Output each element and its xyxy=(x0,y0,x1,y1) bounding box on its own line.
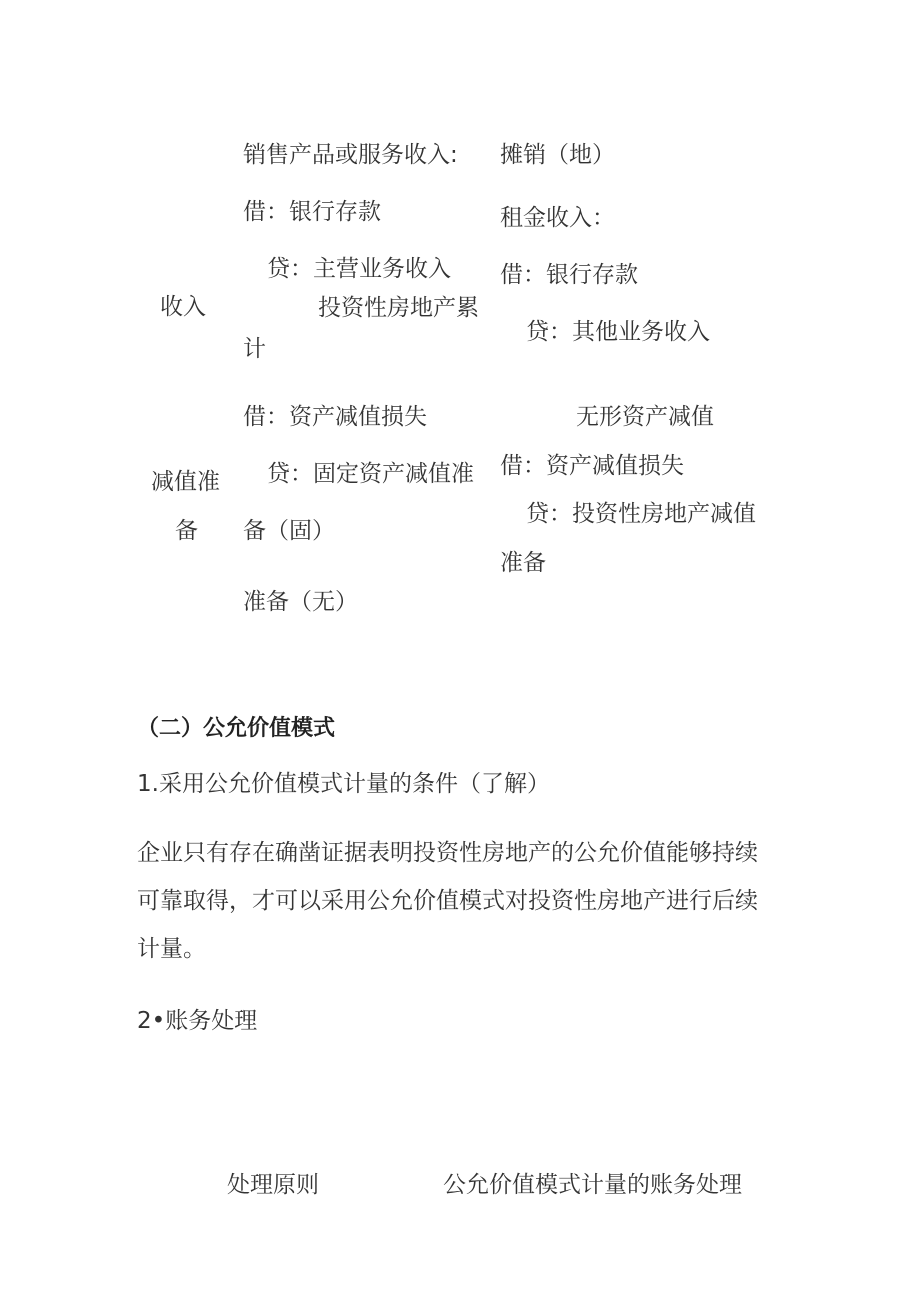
row2-right-line2: 借：资产减值损失 xyxy=(500,453,684,479)
section-heading: （二）公允价值模式 xyxy=(137,716,336,741)
row1-label: 收入 xyxy=(160,294,206,320)
table2-header-principle: 处理原则 xyxy=(227,1172,319,1198)
row1-left-line4: 投资性房地产累 xyxy=(318,295,479,321)
row2-right-line4: 准备 xyxy=(500,550,546,576)
row2-right-line3: 贷：投资性房地产减值 xyxy=(526,501,756,527)
row2-left-line4: 准备（无） xyxy=(243,589,358,615)
row2-label-line2: 备 xyxy=(175,518,198,544)
row1-right-line2: 租金收入： xyxy=(500,205,615,231)
item1-paragraph: 企业只有存在确凿证据表明投资性房地产的公允价值能够持续可靠取得，才可以采用公允价值模式对投资性房地产进行后续计量。 xyxy=(137,840,758,962)
row2-left-line1: 借：资产减值损失 xyxy=(243,404,427,430)
item2-title: 2•账务处理 xyxy=(137,1008,258,1034)
row1-left-line2: 借：银行存款 xyxy=(243,199,381,225)
row1-right-line4: 贷：其他业务收入 xyxy=(526,319,710,345)
row1-left-line1: 销售产品或服务收入: xyxy=(243,142,458,168)
row2-label-line1: 减值准 xyxy=(151,469,220,495)
row2-right-line1: 无形资产减值 xyxy=(576,404,714,430)
row2-left-line3: 备（固） xyxy=(243,518,335,544)
table2-header-accounting: 公允价值模式计量的账务处理 xyxy=(443,1172,742,1198)
row1-left-line5: 计 xyxy=(243,336,266,362)
item1-title: 1.采用公允价值模式计量的条件（了解） xyxy=(137,771,550,797)
row1-right-line1: 摊销（地） xyxy=(500,142,615,168)
row1-left-line3: 贷：主营业务收入 xyxy=(267,256,451,282)
row2-left-line2: 贷：固定资产减值准 xyxy=(267,461,474,487)
row1-right-line3: 借：银行存款 xyxy=(500,262,638,288)
